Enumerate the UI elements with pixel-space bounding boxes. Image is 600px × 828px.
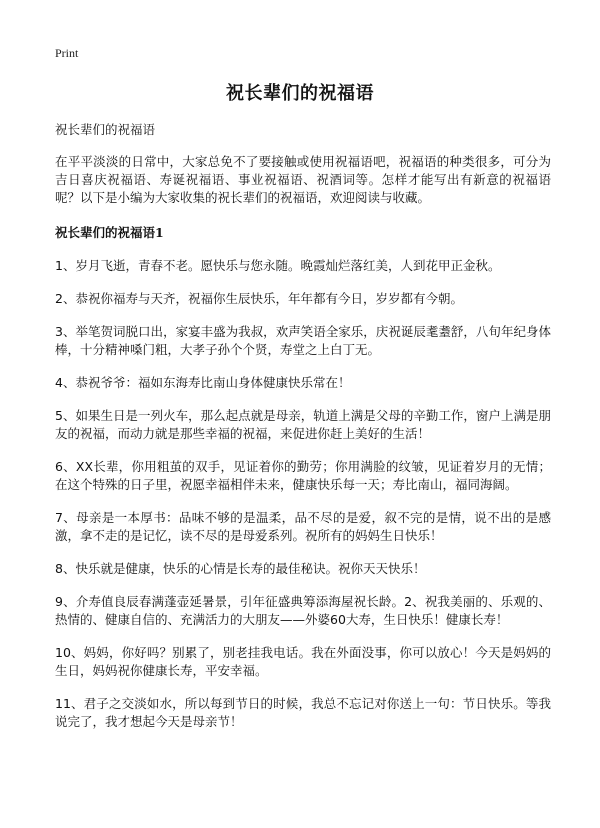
article-subtitle: 祝长辈们的祝福语 [55,122,156,137]
list-item: 3、举笔贺词脱口出，家宴丰盛为我叔，欢声笑语全家乐，庆祝诞辰耄耋舒，八旬年纪身体棒，十分精神嗓门粗，大孝子孙个个贤，寿堂之上白丁无。 [55,324,551,357]
print-link[interactable]: Print [55,46,79,60]
article-body [55,121,551,746]
list-item: 9、介寿值良辰春满蓬壶延暑景，引年征盛典筹添海屋祝长龄。2、祝我美丽的、乐观的、热情的、健康自信的、充满活力的大朋友——外婆60大寿，生日快乐！健康长寿！ [55,594,551,627]
list-item: 6、XX长辈，你用粗茧的双手，见证着你的勤劳；你用满脸的纹皱，见证着岁月的无情；在这个特殊的日子里，祝愿幸福相伴未来，健康快乐每一天；寿比南山，福同海阔。 [55,459,551,492]
list-item: 5、如果生日是一列火车，那么起点就是母亲，轨道上满是父母的辛勤工作，窗户上满是朋友的祝福，而动力就是那些幸福的祝福，来促进你赶上美好的生活！ [55,408,551,441]
intro-paragraph: 在平平淡淡的日常中，大家总免不了要接触或使用祝福语吧，祝福语的种类很多，可分为吉日喜庆祝福语、寿诞祝福语、事业祝福语、祝酒词等。怎样才能写出有新意的祝福语呢？以下是小编为大家收集的祝长辈们的祝福语，欢迎阅读与收藏。 [55,154,551,205]
list-item: 1、岁月飞逝，青春不老。愿快乐与您永随。晚霞灿烂落红美，人到花甲正金秋。 [55,258,501,273]
list-item: 7、母亲是一本厚书：品味不够的是温柔，品不尽的是爱，叙不完的是情，说不出的是感激，拿不走的是记忆，读不尽的是母爱系列。祝所有的妈妈生日快乐！ [55,510,551,543]
list-item: 4、恭祝爷爷：福如东海寿比南山身体健康快乐常在！ [55,375,351,390]
wish-list [55,257,551,731]
list-item: 10、妈妈，你好吗？别累了，别老挂我电话。我在外面没事，你可以放心！今天是妈妈的生日，妈妈祝你健康长寿，平安幸福。 [55,645,551,678]
section-heading: 祝长辈们的祝福语1 [55,225,164,240]
list-item: 11、君子之交淡如水，所以每到节日的时候，我总不忘记对你送上一句：节日快乐。等我说完了，我才想起今天是母亲节！ [55,696,551,729]
page-title: 祝长辈们的祝福语 [226,83,374,104]
list-item: 2、恭祝你福寿与天齐，祝福你生辰快乐，年年都有今日，岁岁都有今朝。 [55,291,463,306]
list-item: 8、快乐就是健康，快乐的心情是长寿的最佳秘诀。祝你天天快乐！ [55,561,426,576]
